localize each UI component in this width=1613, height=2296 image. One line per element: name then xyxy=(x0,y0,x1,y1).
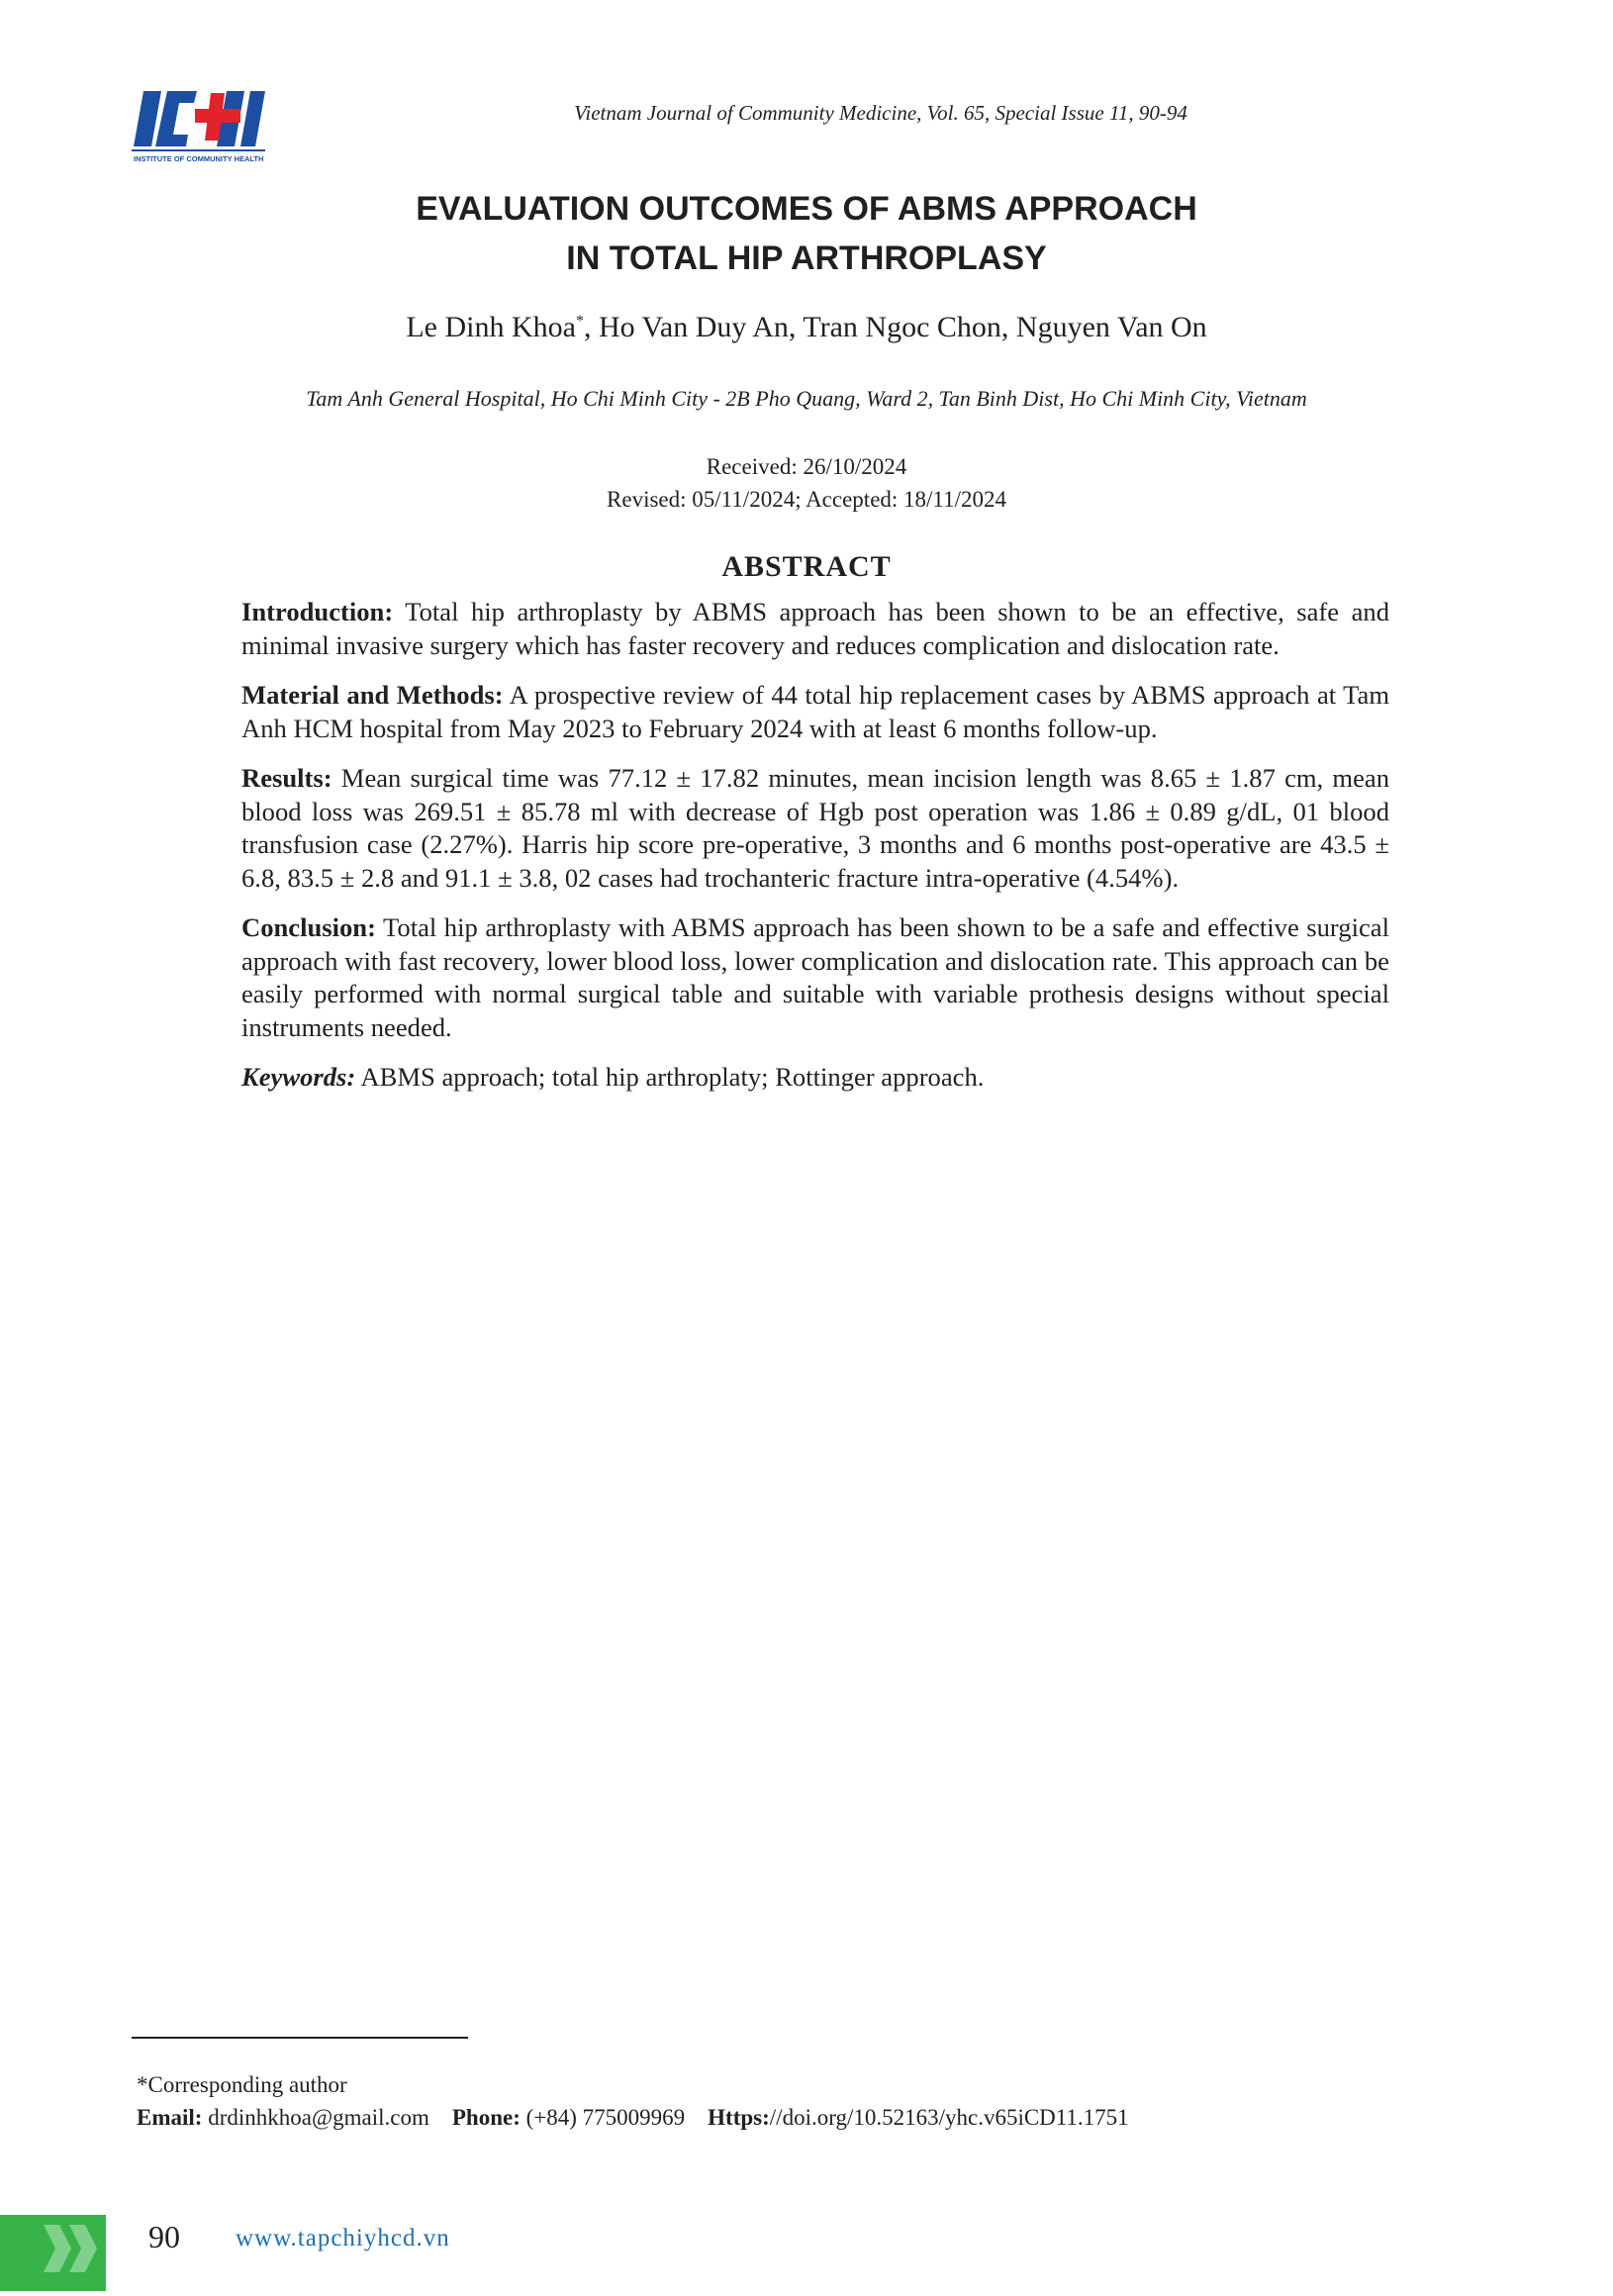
abstract-methods xyxy=(241,679,1389,745)
ich-logo-icon xyxy=(132,87,265,164)
corresponding-author-note: *Corresponding author xyxy=(137,2072,347,2097)
received-date: Received: 26/10/2024 xyxy=(706,454,907,479)
abstract-heading: ABSTRACT xyxy=(721,550,892,583)
abstract-conclusion xyxy=(241,911,1389,1044)
other-authors: , Ho Van Duy An, Tran Ngoc Chon, Nguyen Van On xyxy=(583,311,1207,343)
abstract-body xyxy=(241,596,1389,1111)
title-line-2: IN TOTAL HIP ARTHROPLASY xyxy=(566,239,1047,277)
first-author: Le Dinh Khoa xyxy=(406,311,576,343)
introduction-text: Total hip arthroplasty by ABMS approach has been shown to be an effective, safe and minimal invasive surgery which has faster recovery and reduces complication and dislocation rate. xyxy=(241,597,1389,660)
keywords-label: Keywords: xyxy=(241,1062,356,1092)
journal-citation: Vietnam Journal of Community Medicine, Vol. 65, Special Issue 11, 90-94 xyxy=(574,101,1187,125)
doi-label: Https: xyxy=(708,2105,770,2130)
results-text: Mean surgical time was 77.12 ± 17.82 minutes, mean incision length was 8.65 ± 1.87 cm, mean blood loss was 269.51 ± 85.78 ml with decrease of Hgb post operation was 1.86 ± 0.89 g/dL, 01 blood transfusion case (2.27%). Harris hip score pre-operative, 3 months and 6 months post-operative are 43.5 ± 6.8, 83.5 ± 2.8 and 91.1 ± 3.8, 02 cases had trochanteric fracture intra-operative (4.54%). xyxy=(241,763,1389,893)
article-dates xyxy=(213,450,1400,516)
keywords-text: ABMS approach; total hip arthroplaty; Rottinger approach. xyxy=(355,1062,985,1092)
author-list xyxy=(213,311,1400,344)
double-chevron-icon xyxy=(0,2215,106,2291)
abstract-keywords xyxy=(241,1061,1389,1095)
journal-logo xyxy=(132,87,265,164)
results-label: Results: xyxy=(241,763,332,793)
title-line-1: EVALUATION OUTCOMES OF ABMS APPROACH xyxy=(416,190,1197,228)
abstract-results xyxy=(241,762,1389,895)
introduction-label: Introduction: xyxy=(241,597,394,626)
logo-text: INSTITUTE OF COMMUNITY HEALTH xyxy=(134,154,264,163)
revised-accepted-date: Revised: 05/11/2024; Accepted: 18/11/2024 xyxy=(607,487,1006,512)
methods-text: A prospective review of 44 total hip replacement cases by ABMS approach at Tam Anh HCM hospital from May 2023 to February 2024 with at least 6 months follow-up. xyxy=(241,680,1389,743)
footnote-divider xyxy=(132,2037,468,2039)
corresponding-mark: * xyxy=(575,313,584,330)
footnote xyxy=(137,2068,1423,2134)
phone-value: (+84) 775009969 xyxy=(520,2105,709,2130)
email-link[interactable]: drdinhkhoa@gmail.com xyxy=(202,2105,452,2130)
affiliation: Tam Anh General Hospital, Ho Chi Minh City - 2B Pho Quang, Ward 2, Tan Binh Dist, Ho Chi Minh City, Vietnam xyxy=(306,386,1307,411)
conclusion-text: Total hip arthroplasty with ABMS approach has been shown to be a safe and effective surgical approach with fast recovery, lower blood loss, lower complication and dislocation rate. This approach can be easily performed with normal surgical table and suitable with variable prothesis designs without special instruments needed. xyxy=(241,912,1389,1042)
doi-link[interactable]: //doi.org/10.52163/yhc.v65iCD11.1751 xyxy=(769,2105,1129,2130)
abstract-introduction xyxy=(241,596,1389,662)
conclusion-label: Conclusion: xyxy=(241,912,376,942)
email-label: Email: xyxy=(137,2105,203,2130)
contact-row xyxy=(137,2101,1423,2134)
journal-website-link[interactable]: www.tapchiyhcd.vn xyxy=(236,2225,450,2251)
methods-label: Material and Methods: xyxy=(241,680,504,710)
phone-label: Phone: xyxy=(451,2105,521,2130)
footer-tab xyxy=(0,2215,106,2291)
page-number: 90 xyxy=(148,2219,180,2254)
paper-title xyxy=(213,184,1400,283)
